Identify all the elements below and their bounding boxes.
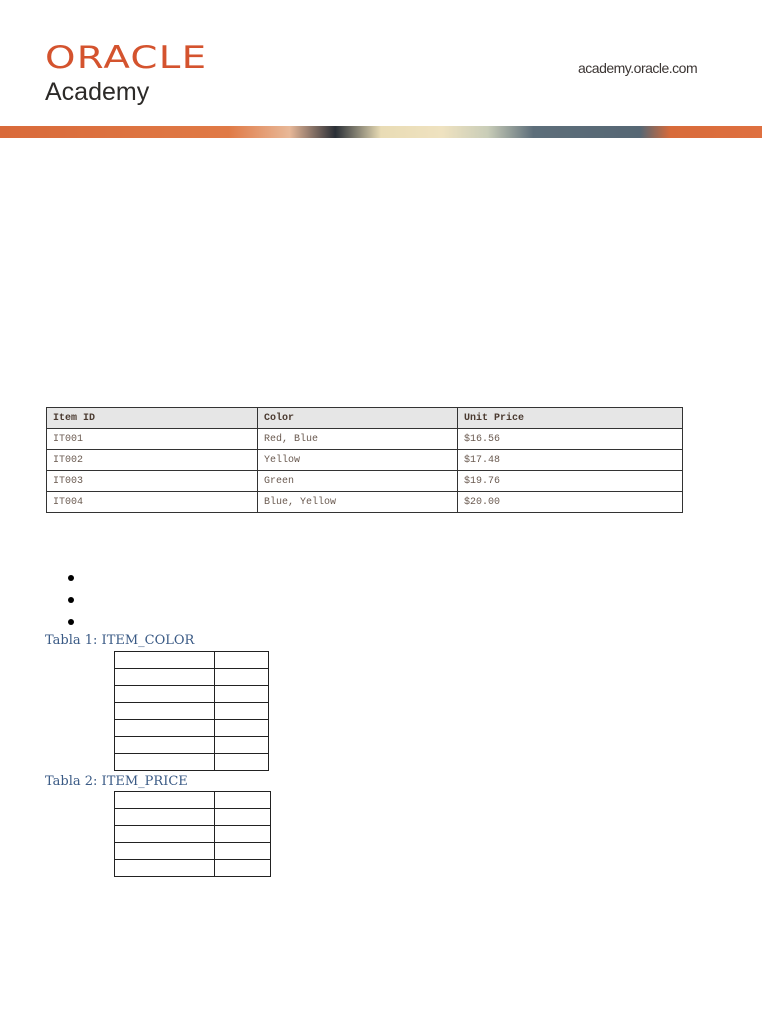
table-row [115, 754, 269, 771]
table1-caption: Tabla 1: ITEM_COLOR [45, 633, 195, 648]
empty-cell [115, 860, 215, 877]
cell-color: Blue, Yellow [258, 492, 458, 513]
empty-cell [215, 737, 269, 754]
cell-unit-price: $20.00 [458, 492, 683, 513]
table-row [115, 860, 271, 877]
table-row [115, 686, 269, 703]
site-url: academy.oracle.com [578, 60, 698, 76]
empty-cell [215, 686, 269, 703]
table-row [47, 450, 683, 471]
cell-item-id: IT001 [47, 429, 258, 450]
empty-cell [215, 703, 269, 720]
empty-cell [215, 669, 269, 686]
table-row [47, 429, 683, 450]
header-banner-image [0, 126, 762, 138]
empty-cell [215, 754, 269, 771]
table-row [115, 809, 271, 826]
empty-cell [115, 703, 215, 720]
cell-color: Yellow [258, 450, 458, 471]
table2-caption: Tabla 2: ITEM_PRICE [45, 774, 188, 789]
table-row [115, 652, 269, 669]
cell-unit-price: $17.48 [458, 450, 683, 471]
cell-item-id: IT003 [47, 471, 258, 492]
items-table [46, 407, 683, 513]
cell-unit-price: $16.56 [458, 429, 683, 450]
cell-color: Red, Blue [258, 429, 458, 450]
table-row [115, 792, 271, 809]
empty-cell [115, 669, 215, 686]
table-row [47, 471, 683, 492]
item-color-table [114, 651, 269, 771]
empty-cell [115, 754, 215, 771]
table-row [115, 843, 271, 860]
cell-unit-price: $19.76 [458, 471, 683, 492]
empty-cell [115, 720, 215, 737]
empty-cell [115, 809, 215, 826]
empty-cell [215, 720, 269, 737]
table-row [47, 492, 683, 513]
empty-cell [215, 652, 269, 669]
empty-cell [215, 792, 271, 809]
cell-item-id: IT004 [47, 492, 258, 513]
empty-cell [115, 652, 215, 669]
header-item-id: Item ID [47, 408, 258, 429]
empty-cell [215, 843, 271, 860]
table-row [115, 826, 271, 843]
empty-cell [215, 809, 271, 826]
cell-color: Green [258, 471, 458, 492]
table-header-row [47, 408, 683, 429]
oracle-logo: ORACLE [45, 40, 208, 76]
header-color: Color [258, 408, 458, 429]
header-unit-price: Unit Price [458, 408, 683, 429]
table-row [115, 737, 269, 754]
empty-cell [115, 843, 215, 860]
academy-logo-text: Academy [45, 78, 150, 106]
empty-cell [115, 737, 215, 754]
table-row [115, 703, 269, 720]
empty-cell [115, 792, 215, 809]
cell-item-id: IT002 [47, 450, 258, 471]
table-row [115, 720, 269, 737]
empty-cell [215, 826, 271, 843]
empty-cell [215, 860, 271, 877]
table-row [115, 669, 269, 686]
item-price-table [114, 791, 271, 877]
empty-cell [115, 686, 215, 703]
empty-cell [115, 826, 215, 843]
